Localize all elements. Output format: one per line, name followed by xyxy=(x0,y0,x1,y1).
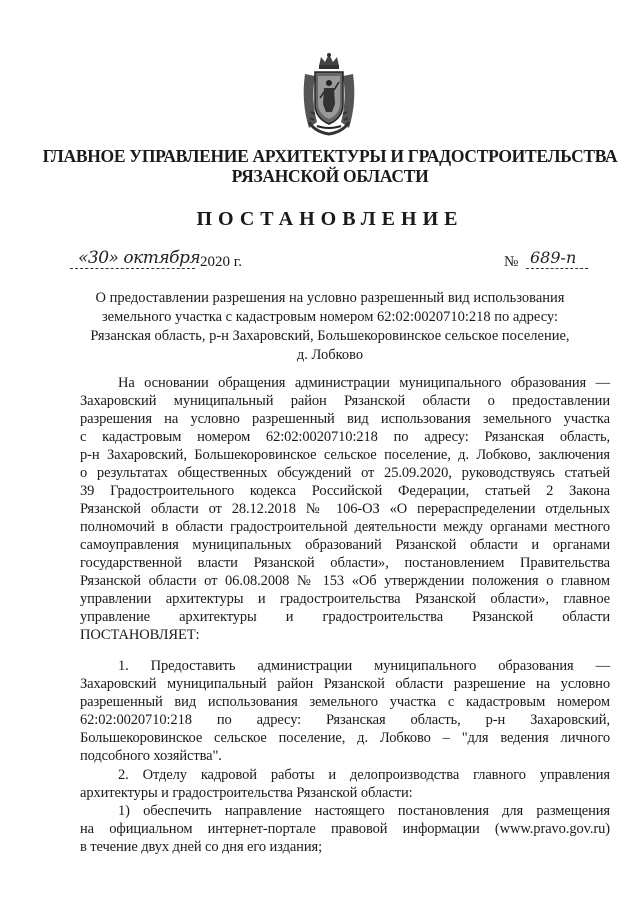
body-line: подсобного хозяйства". xyxy=(80,748,222,764)
body-line: государственной власти Рязанской области», постановлением Правительства xyxy=(80,555,610,571)
number-underline xyxy=(526,268,588,269)
body-line: в течение двух дней со дня его издания; xyxy=(80,839,322,855)
handwritten-date: «30» октября xyxy=(78,248,201,268)
body-line: 39 Градостроительного кодекса Российской Федерации, статьей 2 Закона xyxy=(80,483,610,499)
body-line: 2. Отделу кадровой работы и делопроизводства главного управления xyxy=(118,767,610,783)
body-line: самоуправления муниципальных образований Рязанской области и органами xyxy=(80,537,610,553)
authority-name-line-2: РЯЗАНСКОЙ ОБЛАСТИ xyxy=(231,166,429,186)
body-line: о результатах общественных обсуждений от 25.09.2020, руководствуясь статьей xyxy=(80,465,610,481)
body-line: с кадастровым номером 62:02:0020710:218 по адресу: Рязанская область, xyxy=(80,429,610,445)
body-line: 1) обеспечить направление настоящего постановления для размещения xyxy=(118,803,610,819)
document-type-title: ПОСТАНОВЛЕНИЕ xyxy=(196,208,464,230)
date-number-row xyxy=(70,250,590,276)
resolves-heading: ПОСТАНОВЛЯЕТ: xyxy=(80,627,200,643)
body-line: р-н Захаровский, Большекоровинское сельское поселение, д. Лобково, заключения xyxy=(80,447,610,463)
body-line: 62:02:0020710:218 по адресу: Рязанская область, р-н Захаровский, xyxy=(80,712,610,728)
subject-line: О предоставлении разрешения на условно разрешенный вид использования xyxy=(95,290,565,306)
date-year: 2020 г. xyxy=(200,254,242,270)
number-sign: № xyxy=(504,254,519,270)
date-underline xyxy=(70,268,195,269)
body-line: Рязанской области от 06.08.2008 № 153 «Об утверждении положения о главном xyxy=(80,573,610,589)
body-line: разрешения на условно разрешенный вид использования земельного участка xyxy=(80,411,610,427)
body-line: Большекоровинское сельское поселение, д. Лобково – "для ведения личного xyxy=(80,730,610,746)
subject-line: земельного участка с кадастровым номером 62:02:0020710:218 по адресу: xyxy=(101,309,559,325)
body-line: управление архитектуры и градостроительства Рязанской области xyxy=(80,609,610,625)
subject-line: д. Лобково xyxy=(296,347,364,363)
body-line: полномочий в области градостроительной деятельности между органами местного xyxy=(80,519,610,535)
body-line: разрешенный вид использования земельного участка с кадастровым номером xyxy=(80,694,610,710)
body-line: Захаровский муниципальный район Рязанской области разрешение на условно xyxy=(80,676,610,692)
subject-line: Рязанская область, р-н Захаровский, Большекоровинское сельское поселение, xyxy=(90,328,570,344)
body-line: на официальном интернет-портале правовой информации (www.pravo.gov.ru) xyxy=(80,821,610,837)
body-line: 1. Предоставить администрации муниципального образования — xyxy=(118,658,610,674)
body-line: На основании обращения администрации муниципального образования — xyxy=(118,375,610,391)
body-line: Рязанской области от 28.12.2018 № 106-ОЗ «О перераспределении отдельных xyxy=(80,501,610,517)
authority-name-line-1: ГЛАВНОЕ УПРАВЛЕНИЕ АРХИТЕКТУРЫ И ГРАДОСТРОИТЕЛЬСТВА xyxy=(42,146,618,166)
handwritten-number: 689-п xyxy=(530,248,577,267)
body-line: архитектуры и градостроительства Рязанской области: xyxy=(80,785,413,801)
body-line: Захаровский муниципальный район Рязанской области о предоставлении xyxy=(80,393,610,409)
body-line: управлении архитектуры и градостроительства Рязанской области», главное xyxy=(80,591,610,607)
coat-of-arms-emblem xyxy=(299,52,359,138)
